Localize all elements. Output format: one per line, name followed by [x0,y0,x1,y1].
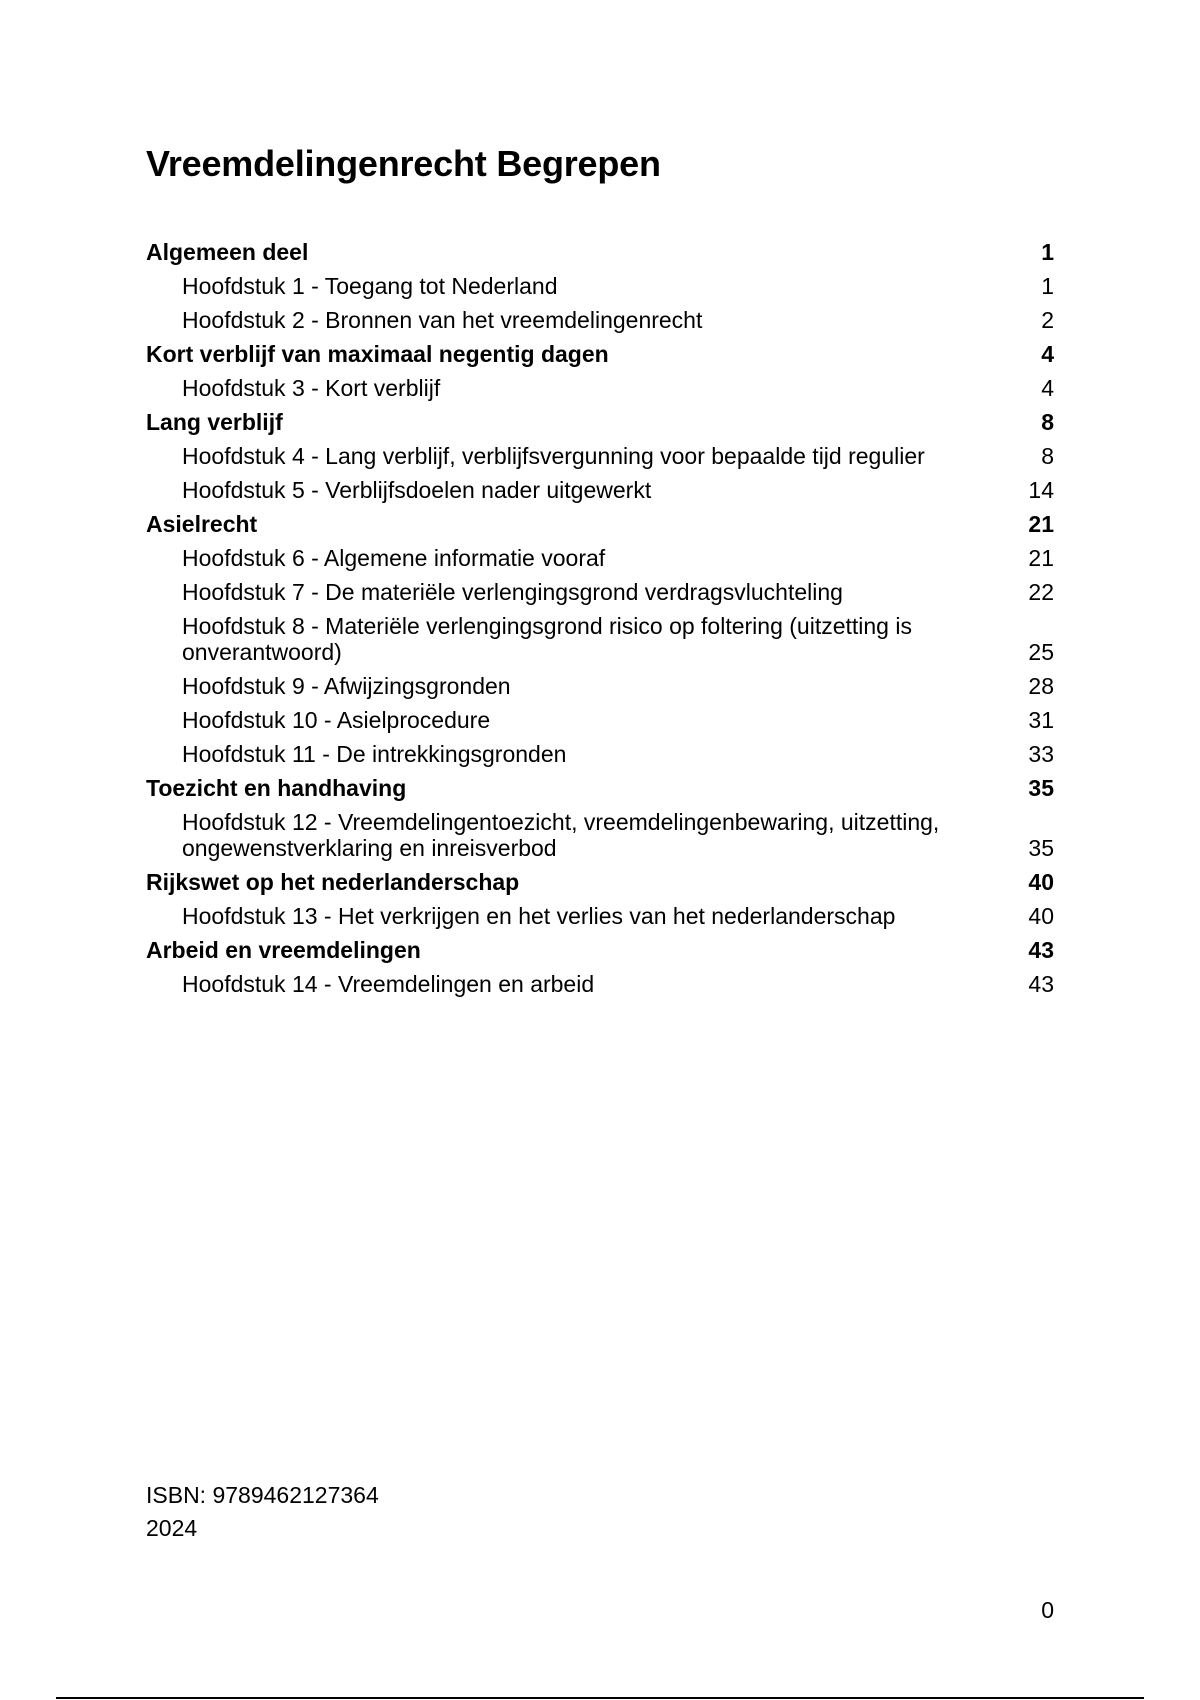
toc-entry-page: 21 [1028,511,1054,537]
toc-entry-title: Hoofdstuk 2 - Bronnen van het vreemdelingenrecht [182,307,703,333]
isbn-text: ISBN: 9789462127364 [146,1482,379,1508]
toc-entry-title: Hoofdstuk 6 - Algemene informatie vooraf [182,545,606,571]
toc-entry-page: 8 [1041,443,1054,469]
toc-chapter-entry[interactable] [146,707,1056,733]
toc-entry-page: 22 [1028,579,1054,605]
toc-entry-title: Hoofdstuk 14 - Vreemdelingen en arbeid [182,971,595,997]
toc-entry-page: 14 [1028,477,1054,503]
toc-entry-title: Arbeid en vreemdelingen [146,937,421,963]
toc-chapter-entry[interactable] [146,971,1056,997]
toc-entry-title: Hoofdstuk 10 - Asielprocedure [182,707,491,733]
toc-entry-title: Hoofdstuk 12 - Vreemdelingentoezicht, vreemdelingenbewaring, uitzetting, ongewenstverklaring en inreisverbod [182,809,940,861]
toc-chapter-entry[interactable] [146,477,1056,503]
toc-entry-title: Hoofdstuk 9 - Afwijzingsgronden [182,673,511,699]
toc-entry-title: Hoofdstuk 7 - De materiële verlengingsgrond verdragsvluchteling [182,579,843,605]
toc-entry-page: 21 [1028,545,1054,571]
toc-entry-page: 31 [1028,707,1054,733]
page-title: Vreemdelingenrecht Begrepen [146,143,661,184]
toc-entry-page: 35 [1028,775,1054,801]
toc-part-entry[interactable] [146,341,1056,367]
toc-part-entry[interactable] [146,409,1056,435]
toc-entry-page: 25 [1028,639,1054,665]
toc-entry-title: Hoofdstuk 13 - Het verkrijgen en het verlies van het nederlanderschap [182,903,896,929]
toc-part-entry[interactable] [146,239,1056,265]
publication-year: 2024 [146,1515,198,1541]
toc-part-entry[interactable] [146,511,1056,537]
toc-entry-title: Hoofdstuk 3 - Kort verblijf [182,375,441,401]
toc-entry-title: Toezicht en handhaving [146,775,407,801]
toc-entry-title: Asielrecht [146,511,258,537]
toc-chapter-entry[interactable] [146,307,1056,333]
toc-entry-title: Kort verblijf van maximaal negentig dagen [146,341,609,367]
toc-entry-page: 43 [1028,971,1054,997]
toc-chapter-entry[interactable] [146,545,1056,571]
toc-chapter-entry[interactable] [146,443,1056,469]
toc-part-entry[interactable] [146,869,1056,895]
toc-entry-page: 2 [1041,307,1054,333]
toc-chapter-entry[interactable] [146,809,1056,861]
toc-entry-title: Hoofdstuk 1 - Toegang tot Nederland [182,273,558,299]
toc-entry-page: 40 [1028,903,1054,929]
toc-entry-page: 35 [1028,835,1054,861]
toc-part-entry[interactable] [146,775,1056,801]
table-of-contents [146,239,1056,1005]
toc-entry-page: 43 [1028,937,1054,963]
toc-entry-title: Hoofdstuk 5 - Verblijfsdoelen nader uitgewerkt [182,477,652,503]
toc-part-entry[interactable] [146,937,1056,963]
toc-chapter-entry[interactable] [146,375,1056,401]
toc-chapter-entry[interactable] [146,273,1056,299]
page-bottom-rule [56,1697,1144,1699]
toc-entry-title: Hoofdstuk 11 - De intrekkingsgronden [182,741,567,767]
toc-entry-page: 33 [1028,741,1054,767]
page-number: 0 [1041,1597,1054,1623]
toc-entry-page: 4 [1041,375,1054,401]
toc-entry-title: Lang verblijf [146,409,283,435]
toc-entry-page: 8 [1041,409,1054,435]
toc-entry-title: Hoofdstuk 4 - Lang verblijf, verblijfsvergunning voor bepaalde tijd regulier [182,443,925,469]
toc-entry-page: 40 [1028,869,1054,895]
toc-chapter-entry[interactable] [146,673,1056,699]
toc-entry-page: 28 [1028,673,1054,699]
toc-entry-page: 1 [1041,239,1054,265]
toc-entry-page: 1 [1041,273,1054,299]
toc-chapter-entry[interactable] [146,579,1056,605]
toc-chapter-entry[interactable] [146,613,1056,665]
toc-entry-title: Rijkswet op het nederlanderschap [146,869,520,895]
toc-chapter-entry[interactable] [146,741,1056,767]
toc-entry-page: 4 [1041,341,1054,367]
colophon [146,1479,379,1545]
toc-entry-title: Algemeen deel [146,239,309,265]
toc-entry-title: Hoofdstuk 8 - Materiële verlengingsgrond risico op foltering (uitzetting is onverantwoord) [182,613,912,665]
toc-chapter-entry[interactable] [146,903,1056,929]
